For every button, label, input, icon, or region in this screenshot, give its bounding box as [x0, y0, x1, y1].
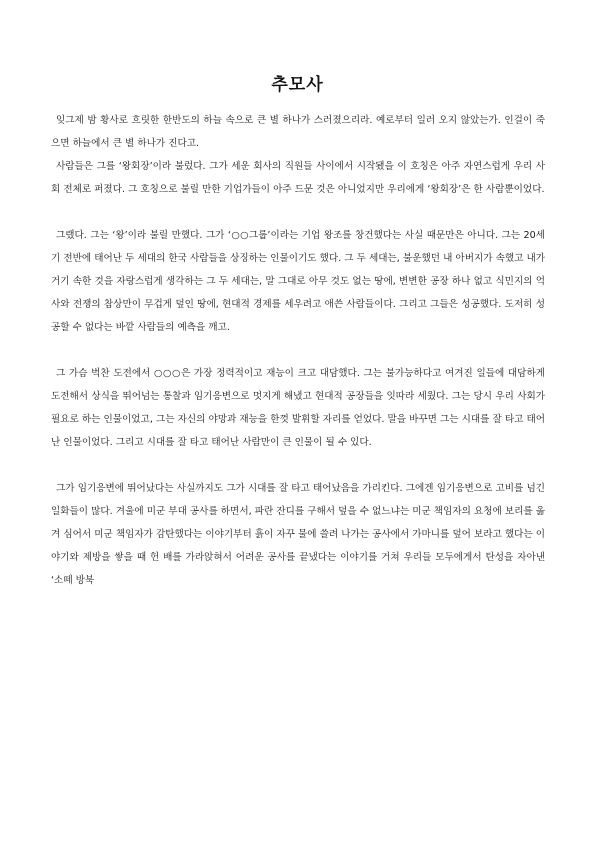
paragraph-5: 그가 임기응변에 뛰어났다는 사실까지도 그가 시대를 잘 타고 태어났음을 가리킨다. 그에겐 임기응변으로 고비를 넘긴 일화들이 많다. 겨울에 미군 부대 공사를 하면서, 파란 잔디를 구해서 덮을 수 없느냐는 미군 책임자의 요청에 보리를 옮겨 심어서 미군 책임자가 감탄했다는 이야기부터 흙이 자꾸 물에 쓸려 나가는 공사에서 가마니를 덮어 보라고 했다는 이야기와 제방을 쌓을 때 헌 배를 가라앉혀서 어려운 공사를 끝냈다는 이야기를 거쳐 우리들 모두에게서 탄성을 자아낸 ‘소떼 방북: [51, 483, 545, 586]
paragraph-3: 그랬다. 그는 ‘왕’이라 불릴 만했다. 그가 ‘○○그룹’이라는 기업 왕조를 창건했다는 사실 때문만은 아니다. 그는 20세기 전반에 태어난 두 세대의 한국 사람들을 상징하는 인물이기도 했다. 그 두 세대는, 불운했던 내 아버지가 속했고 내가 거기 속한 것을 자랑스럽게 생각하는 그 두 세대는, 말 그대로 아무 것도 없는 땅에, 변변한 공장 하나 없고 식민지의 억사와 전쟁의 참상만이 무겁게 덮인 땅에, 현대적 경제를 세우려고 애쓴 사람들이다. 그리고 그들은 성공했다. 도저히 성공할 수 없다는 바깥 사람들의 예측을 깨고.: [51, 230, 545, 333]
paragraph-4: 그 가슴 벅찬 도전에서 ○○○은 가장 정력적이고 재능이 크고 대담했다. 그는 불가능하다고 여겨진 일들에 대담하게 도전해서 상식을 뛰어넘는 통찰과 임기응변으로 멋지게 해냈고 현대적 공장들을 잇따라 세웠다. 그는 당시 우리 사회가 필요로 하는 인물이었고, 그는 자신의 야망과 재능을 한껏 발휘할 자리를 얻었다. 말을 바꾸면 그는 시대를 잘 타고 태어난 인물이었다. 그리고 시대를 잘 타고 태어난 사람만이 큰 인물이 될 수 있다.: [51, 368, 545, 448]
page-title: 추모사: [271, 75, 324, 95]
paragraph-gap: [51, 454, 545, 477]
document-body: [51, 109, 545, 592]
paragraph-gap: [51, 201, 545, 224]
paragraph-2: 사람들은 그를 ‘왕회장’이라 불렀다. 그가 세운 회사의 직원들 사이에서 시작됐을 이 호칭은 아주 자연스럽게 우리 사회 전체로 퍼졌다. 그 호칭으로 불릴 만한 기업가들이 아주 드문 것은 아니었지만 우리에게 ‘왕회장’은 한 사람뿐이었다.: [51, 161, 545, 195]
paragraph-1: 잊그제 밤 황사로 흐릿한 한반도의 하늘 속으로 큰 별 하나가 스러졌으리라. 예로부터 일러 오지 않았는가. 인걸이 죽으면 하늘에서 큰 별 하나가 진다고.: [51, 115, 545, 149]
paragraph-gap: [51, 339, 545, 362]
